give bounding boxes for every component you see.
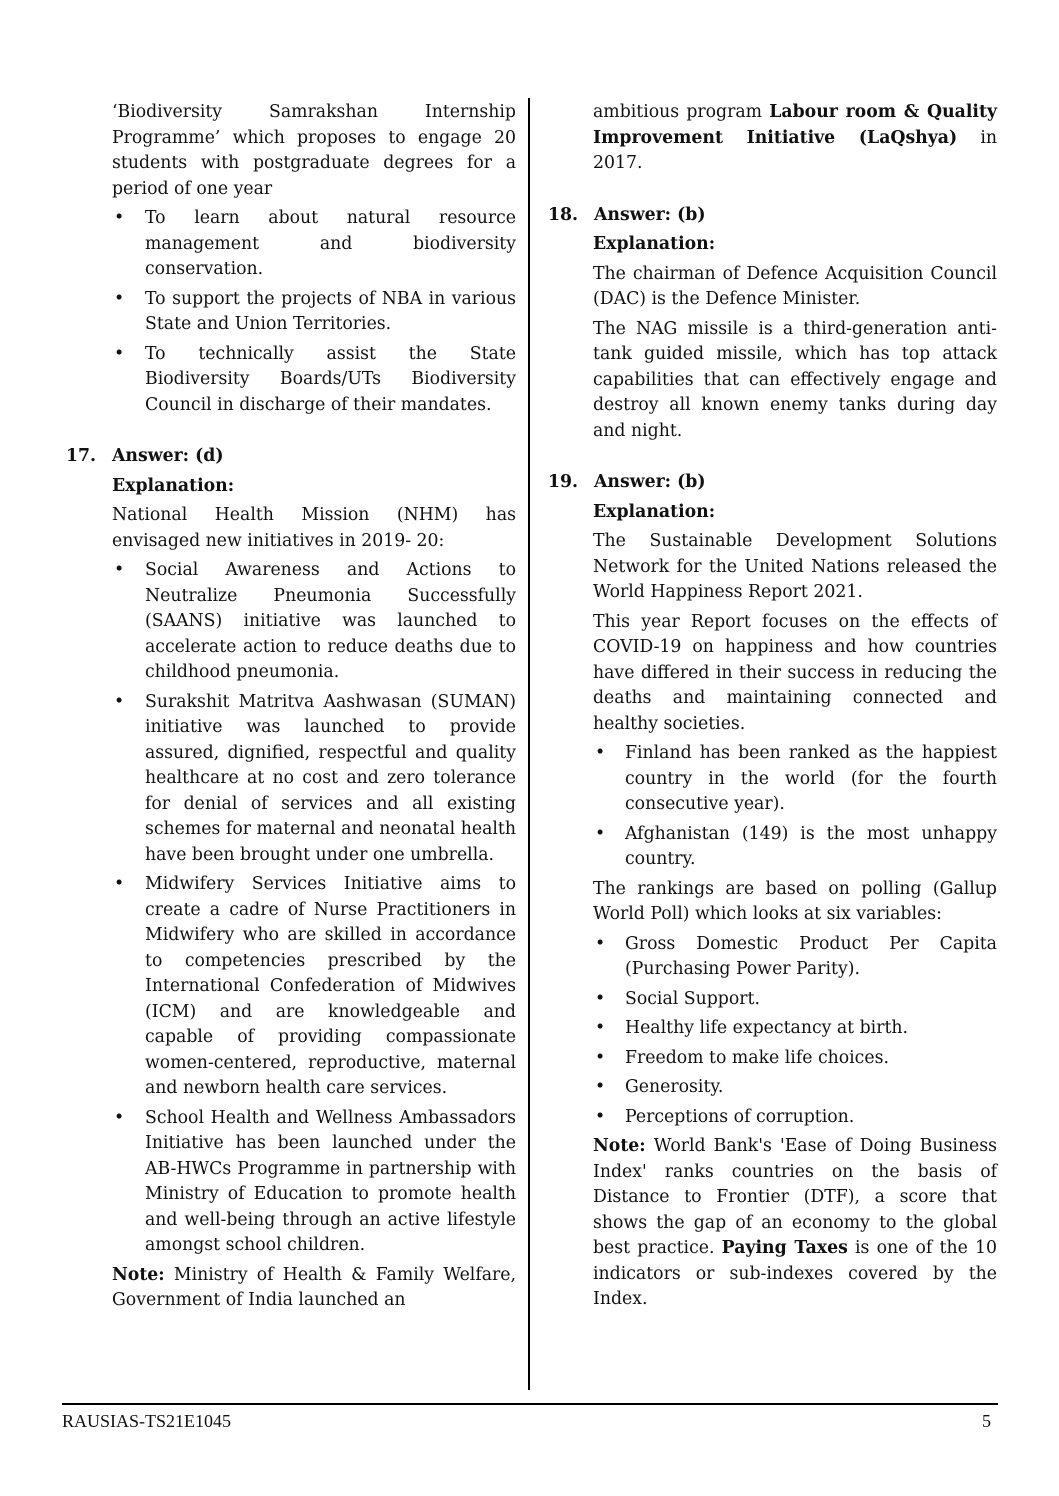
- answer-heading: Answer: (b): [594, 472, 706, 492]
- list-item: • Healthy life expectancy at birth.: [593, 1016, 997, 1042]
- list-item: • To learn about natural resource management and biodiversity conservation.: [114, 208, 516, 279]
- list-item: • Social Awareness and Actions to Neutralize Pneumonia Successfully (SAANS) initiative was launched to accelerate action to reduce deaths due to childhood pneumonia.: [114, 560, 516, 682]
- bullet-icon: •: [595, 743, 606, 763]
- note-paragraph: Note: Ministry of Health & Family Welfare, Government of India launched an: [112, 1264, 516, 1310]
- list-item: • Finland has been ranked as the happiest country in the world (for the fourth consecutive year).: [595, 743, 997, 814]
- explanation-paragraph: This year Report focuses on the effects of COVID-19 on happiness and how countries have differed in their success in reducing the deaths and maintaining connected and healthy societies.: [593, 611, 997, 734]
- question-number: 19.: [548, 472, 579, 492]
- answer-heading: Answer: (d): [112, 446, 224, 466]
- bullet-icon: •: [114, 208, 125, 228]
- initiatives-list: [66, 558, 516, 1259]
- question-number: 18.: [548, 204, 579, 225]
- explanation-paragraph: National Health Mission (NHM) has envisaged new initiatives in 2019- 20:: [112, 505, 516, 551]
- explanation-paragraph: The Sustainable Development Solutions Network for the United Nations released the World Happiness Report 2021.: [593, 531, 997, 602]
- explanation-paragraph: The rankings are based on polling (Gallup World Poll) which looks at six variables:: [593, 878, 997, 924]
- bullet-icon: •: [114, 691, 125, 712]
- list-item: • Freedom to make life choices.: [593, 1046, 997, 1072]
- list-item: • Gross Domestic Product Per Capita (Purchasing Power Parity).: [595, 933, 997, 979]
- bullet-icon: •: [595, 988, 606, 1009]
- list-item: • Generosity.: [593, 1075, 997, 1101]
- bullet-icon: •: [114, 560, 125, 580]
- list-item: • To support the projects of NBA in various State and Union Territories.: [114, 288, 516, 334]
- bullet-icon: •: [595, 1047, 606, 1068]
- note-paragraph: Note: World Bank's 'Ease of Doing Business Index' ranks countries on the basis of Distance to Frontier (DTF), a score that shows the gap of an economy to the global best practice. Paying Taxes is one of the 10 indicators or sub-indexes covered by the Index.: [593, 1136, 997, 1309]
- page-number: 5: [982, 1411, 991, 1431]
- document-code: RAUSIAS-TS21E1045: [62, 1411, 232, 1431]
- explanation-paragraph: The chairman of Defence Acquisition Council (DAC) is the Defence Minister.: [593, 263, 997, 309]
- bullet-icon: •: [114, 343, 125, 364]
- happiness-bullet-list: [548, 741, 997, 873]
- note-label: Note:: [593, 1136, 646, 1156]
- bullet-icon: •: [114, 1107, 125, 1128]
- note-label: Note:: [112, 1264, 165, 1285]
- column-divider: [528, 98, 530, 1390]
- bullet-icon: •: [595, 933, 606, 954]
- variables-list: [548, 932, 997, 1131]
- explanation-heading: Explanation:: [593, 501, 716, 522]
- question-19: [548, 470, 997, 1313]
- list-item: • Social Support.: [593, 987, 997, 1013]
- list-item: • To technically assist the State Biodiversity Boards/UTs Biodiversity Council in discharge of their mandates.: [114, 343, 516, 415]
- footer-rule: [62, 1403, 998, 1405]
- bullet-icon: •: [595, 1018, 606, 1038]
- question-17: [66, 444, 516, 1314]
- bullet-icon: •: [595, 1106, 606, 1127]
- question-number: 17.: [66, 446, 97, 466]
- explanation-heading: Explanation:: [593, 234, 716, 254]
- right-column: [548, 100, 997, 1317]
- list-item: • Surakshit Matritva Aashwasan (SUMAN) initiative was launched to provide assured, dignified, respectful and quality healthcare at no cost and zero tolerance for denial of services and all existing schemes for maternal and neonatal health have been brought under one umbrella.: [114, 691, 516, 865]
- explanation-heading: Explanation:: [112, 475, 235, 496]
- bullet-icon: •: [114, 288, 125, 309]
- list-item: • Perceptions of corruption.: [593, 1105, 997, 1131]
- left-column: [66, 100, 516, 1318]
- answer-heading: Answer: (b): [594, 204, 706, 225]
- bullet-icon: •: [595, 823, 606, 844]
- list-item: • Afghanistan (149) is the most unhappy country.: [595, 823, 997, 869]
- intro-paragraph: ‘Biodiversity Samrakshan Internship Programme’ which proposes to engage 20 students with postgraduate degrees for a period of one year: [112, 102, 516, 199]
- explanation-paragraph: The NAG missile is a third-generation anti-tank guided missile, which has top attack capabilities that can effectively engage and destroy all known enemy tanks during day and night.: [593, 318, 997, 441]
- list-item: • Midwifery Services Initiative aims to create a cadre of Nurse Practitioners in Midwifery who are skilled in accordance to competencies prescribed by the International Confederation of Midwives (ICM) and are knowledgeable and capable of providing compassionate women-centered, reproductive, maternal and newborn health care services.: [114, 874, 516, 1098]
- question-18: [548, 203, 997, 445]
- bullet-icon: •: [595, 1077, 606, 1097]
- continued-paragraph: ambitious program Labour room & Quality Improvement Initiative (LaQshya) in 2017.: [593, 102, 997, 173]
- list-item: • School Health and Wellness Ambassadors Initiative has been launched under the AB-HWCs Programme in partnership with Ministry of Education to promote health and well-being through an active lifestyle amongst school children.: [114, 1107, 516, 1255]
- bullet-icon: •: [114, 874, 125, 894]
- intro-bullet-list: [66, 206, 516, 418]
